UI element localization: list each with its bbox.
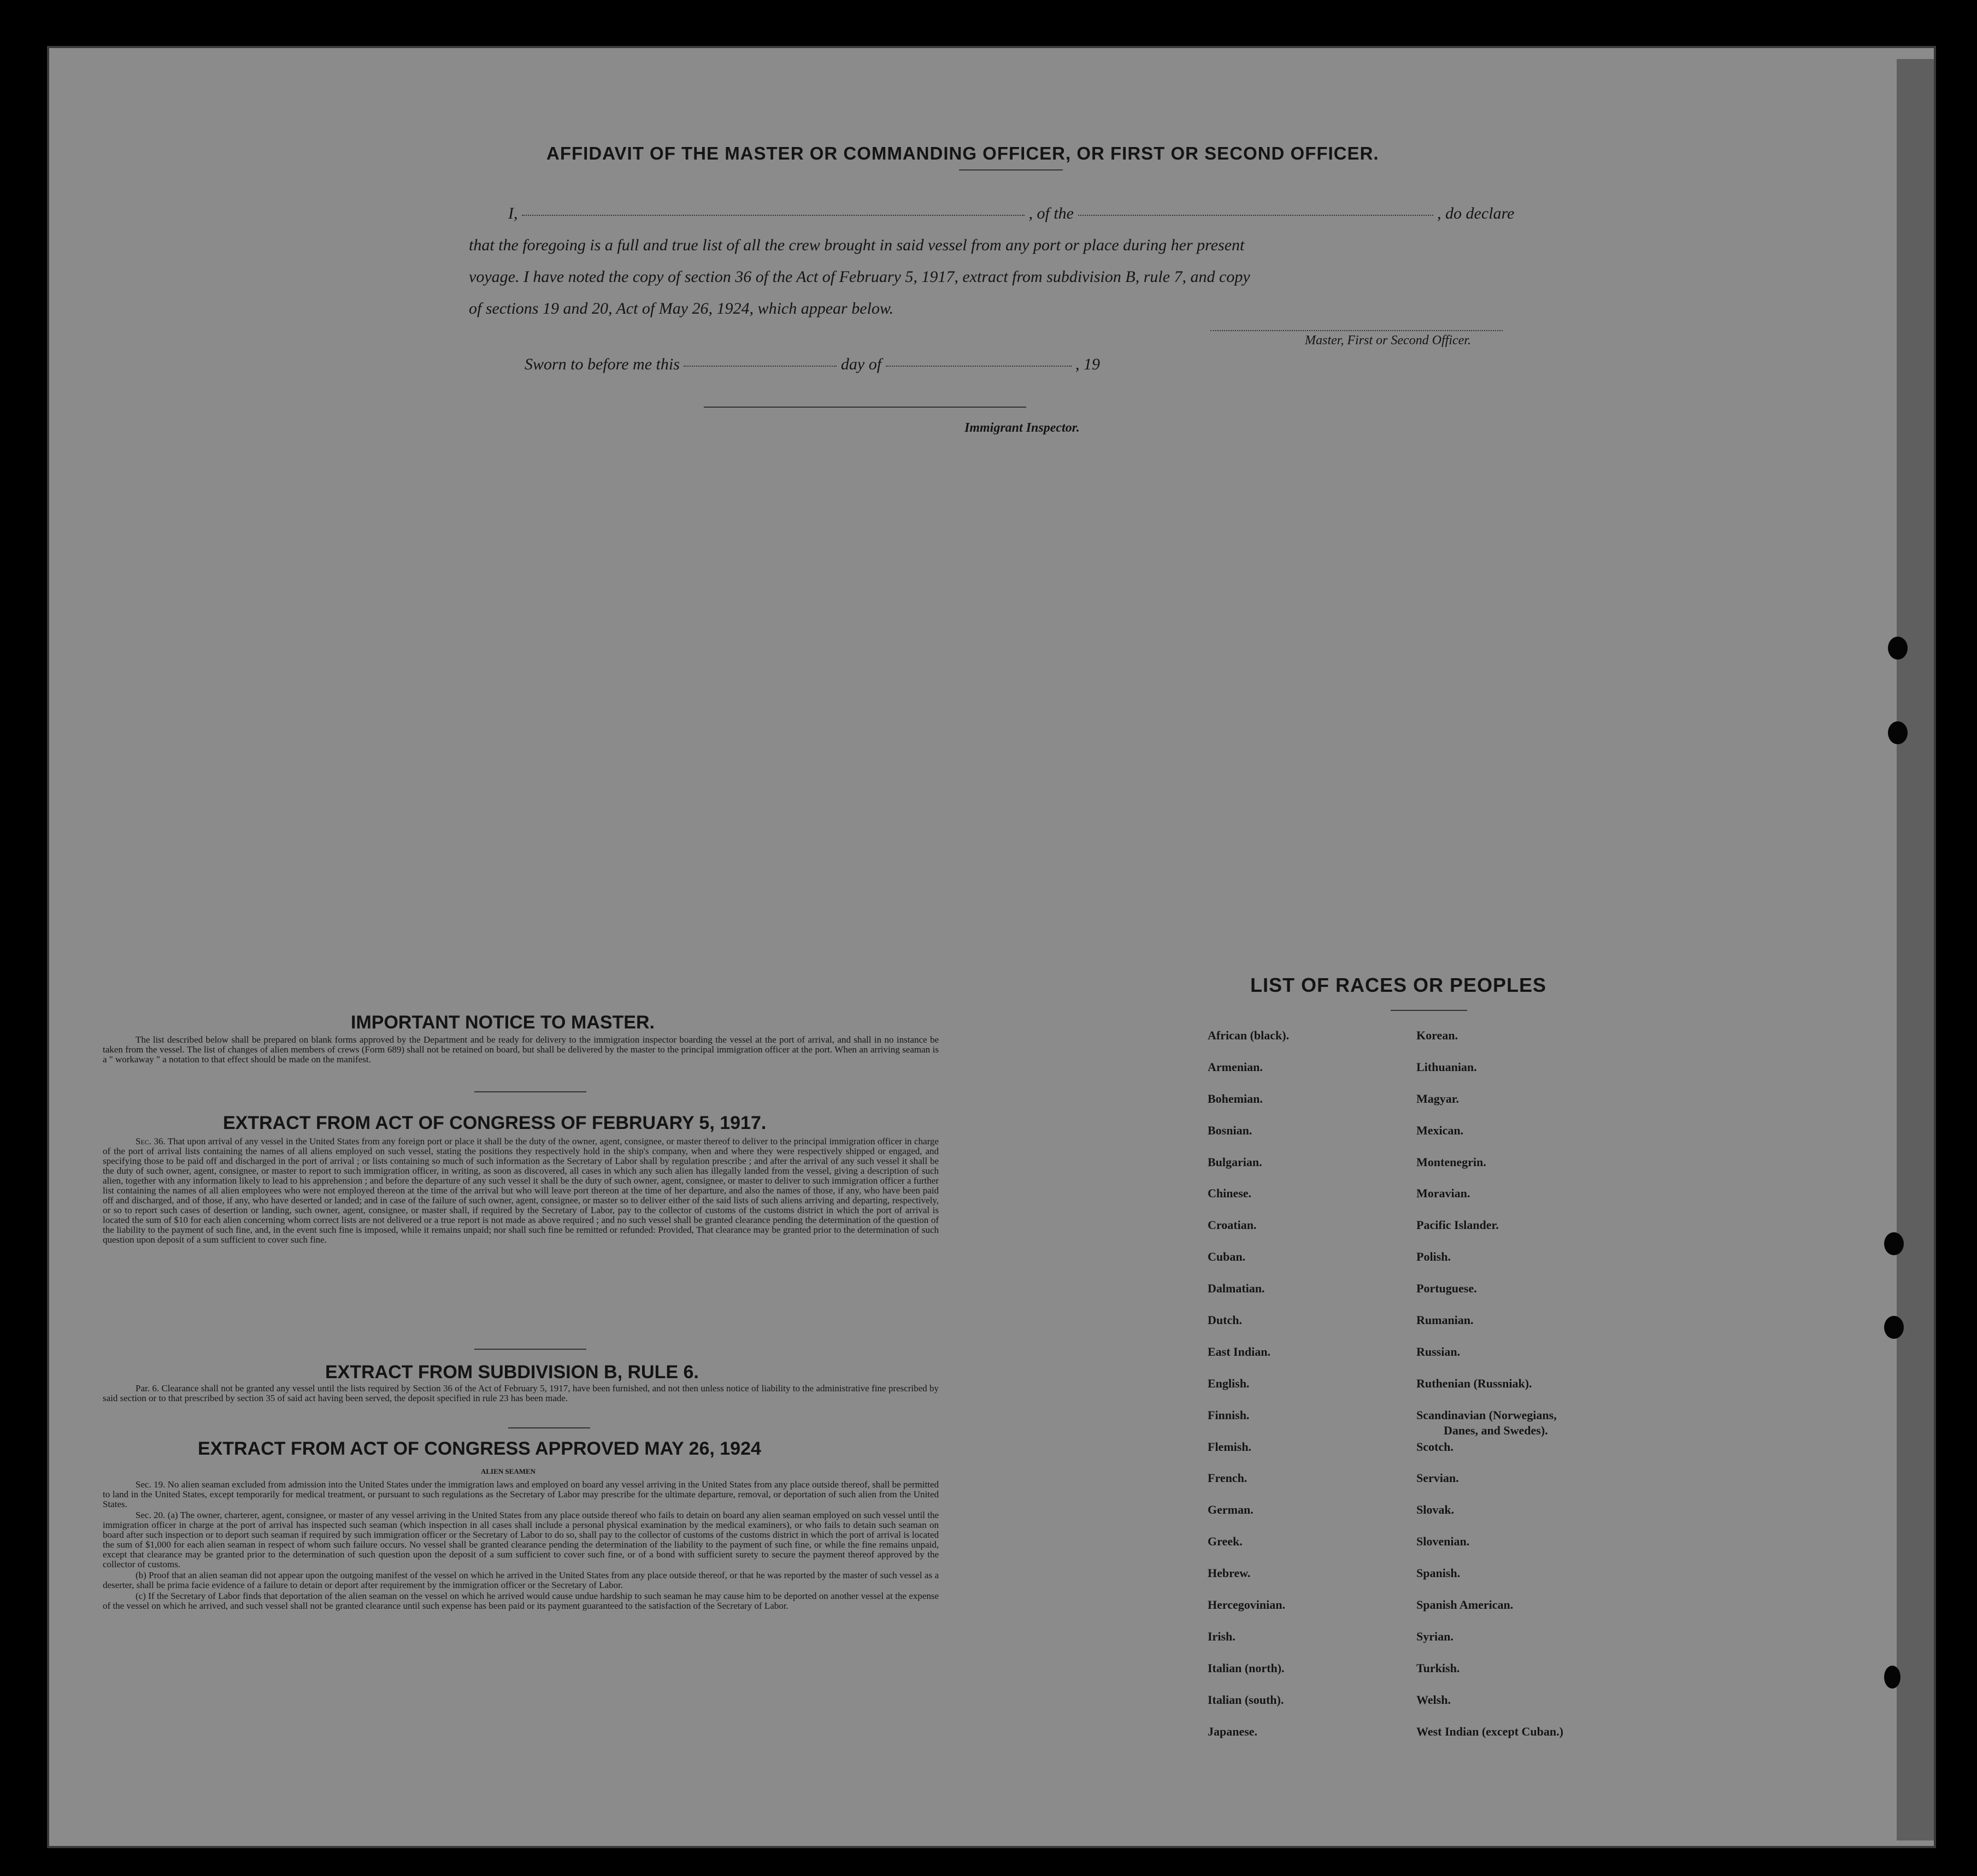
divider — [474, 1349, 586, 1350]
section-36-paragraph — [103, 1137, 939, 1245]
section-label: Sec. 36. — [136, 1136, 166, 1146]
notice-paragraph: The list described below shall be prepared on blank forms approved by the Department and be ready for delivery to the immigration inspector boarding the vessel at the port of arrival, and shall in no instance be taken from the vessel. The list of changes of alien members of crews (Form 689) shall not be retained on board, but shall be delivered by the master to the principal immigration officer at the port. When an arriving seaman is a " workaway " a notation to that effect should be made on the manifest. — [103, 1034, 939, 1065]
affidavit-do-declare: , do declare — [1437, 204, 1515, 222]
race-item: Flemish. — [1208, 1439, 1252, 1454]
race-item: Polish. — [1416, 1250, 1451, 1264]
race-item: Spanish American. — [1416, 1598, 1514, 1612]
affidavit-line-3: voyage. I have noted the copy of section 36 of the Act of February 5, 1917, extract from subdivision B, rule 7, and copy — [469, 268, 1250, 286]
races-list-right — [1416, 1027, 1563, 1755]
day-of-text: day of — [840, 355, 882, 373]
inspector-signature-line[interactable] — [704, 407, 1026, 408]
race-item: Irish. — [1208, 1629, 1235, 1643]
affidavit-heading: AFFIDAVIT OF THE MASTER OR COMMANDING OFFICER, OR FIRST OR SECOND OFFICER. — [546, 143, 1379, 163]
notice-text — [103, 1035, 939, 1066]
section-20b-paragraph: (b) Proof that an alien seaman did not appear upon the outgoing manifest of the vessel on which he arrived in the United States from any place outside thereof, or that he was reported by the master of such vessel as a deserter, shall be prima facie evidence of a failure to detain or deport after requirement by the immigration officer or the Secretary of Labor. — [103, 1570, 939, 1590]
race-item: Korean. — [1416, 1028, 1458, 1042]
affidavit-of-the: , of the — [1028, 204, 1074, 222]
divider — [959, 169, 1063, 170]
race-item: Hebrew. — [1208, 1566, 1251, 1580]
race-item: Russian. — [1416, 1344, 1461, 1359]
race-item: Cuban. — [1208, 1250, 1246, 1264]
section-19-paragraph: Sec. 19. No alien seaman excluded from admission into the United States under the immigration laws and employed on board any vessel arriving in the United States from any place outside thereof, shall be permitted to land in the United States, except temporarily for medical treatment, or pursuant to such regulations as the Secretary of Labor may prescribe for the ultimate departure, removal, or deportation of such alien from the United States. — [103, 1479, 939, 1509]
race-item: Bohemian. — [1208, 1091, 1263, 1105]
race-item: African (black). — [1208, 1028, 1290, 1042]
extract-1917-title: EXTRACT FROM ACT OF CONGRESS OF FEBRUARY 5, 1917. — [223, 1113, 767, 1133]
scandinavian-continuation: Danes, and Swedes). — [1444, 1424, 1548, 1437]
name-field[interactable] — [522, 214, 1025, 216]
race-item: West Indian (except Cuban.) — [1416, 1724, 1563, 1738]
punch-hole — [1884, 1232, 1904, 1255]
punch-hole — [1884, 1666, 1900, 1689]
rule-6-paragraph: Par. 6. Clearance shall not be granted any vessel until the lists required by Section 36 of the Act of February 5, 1917, have been furnished, and not then unless notice of liability to the administrative fine prescribed by said section or to that prescribed by section 35 of said act having been served, the deposit specified in rule 23 has been made. — [103, 1383, 939, 1403]
race-item: English. — [1208, 1376, 1250, 1390]
races-list-left — [1208, 1027, 1289, 1755]
month-field[interactable] — [886, 365, 1072, 367]
race-item: Magyar. — [1416, 1091, 1460, 1105]
race-item: Armenian. — [1208, 1060, 1263, 1074]
extract-1924-text — [103, 1480, 939, 1612]
sworn-text: Sworn to before me this — [525, 355, 680, 373]
race-item: Pacific Islander. — [1416, 1218, 1499, 1232]
race-item: Ruthenian (Russniak). — [1416, 1376, 1532, 1390]
race-item: Mexican. — [1416, 1123, 1464, 1137]
inspector-signature-label: Immigrant Inspector. — [964, 421, 1080, 435]
section-36-text: That upon arrival of any vessel in the United States from any foreign port or place it shall be the duty of the owner, agent, consignee, or master thereof to deliver to the principal immigration officer in charge of the port of arrival lists containing the names of all aliens employed on such vessel, stating the positions they respectively hold in the ship's company, when and where they were respectively shipped or engaged, and specifying those to be paid off and discharged in the port of arrival ; or lists containing so much of such information as the Secretary of Labor shall by regulation prescribe ; and after the arrival of any such vessel it shall be the duty of such owner, agent, consignee, or master to report to such immigration officer, in writing, as soon as discovered, all cases in which any such alien has illegally landed from the vessel, giving a description of such alien, together with any information likely to lead to his apprehension ; and before the departure of any such vessel it shall be the duty of such owner, agent, consignee, or master to deliver to such immigration officer a further list containing the names of all alien employees who were not employed thereon at the time of the arrival but who will leave port thereon at the time of her departure, and also the names of those, if any, who have been paid off and discharged, and of those, if any, who have deserted or landed; and in case of the failure of such owner, agent, consignee, or master so to deliver either of the said lists of such aliens arriving and departing, respectively, or so to report such cases of desertion or landing, such owner, agent, consignee, or master shall, if required by the Secretary of Labor, pay to the collector of customs of the customs district in which the port of arrival is located the sum of $10 for each alien concerning whom correct lists are not delivered or a true report is not made as above required ; and no such vessel shall be granted clearance pending the determination of the question of the liability to the payment of such fine, and, in the event such fine is imposed, while it remains unpaid; nor shall such fine be remitted or refunded: Provided, That clearance may be granted prior to the determination of such question upon deposit of a sum sufficient to cover such fine. — [103, 1136, 939, 1245]
race-item: Slovenian. — [1416, 1534, 1470, 1549]
race-item: Bosnian. — [1208, 1123, 1252, 1137]
day-field[interactable] — [684, 365, 837, 367]
race-item: Japanese. — [1208, 1724, 1258, 1738]
master-signature-label: Master, First or Second Officer. — [1305, 333, 1471, 348]
year-text: , 19 — [1075, 355, 1101, 373]
race-item: Rumanian. — [1416, 1313, 1474, 1327]
race-item: Scandinavian (Norwegians, — [1416, 1408, 1557, 1422]
vessel-field[interactable] — [1078, 214, 1433, 216]
affidavit-line-4: of sections 19 and 20, Act of May 26, 1924, which appear below. — [469, 299, 894, 317]
race-item: Servian. — [1416, 1471, 1459, 1485]
race-item: Portuguese. — [1416, 1281, 1477, 1296]
master-signature-line[interactable] — [1210, 330, 1503, 331]
page-edge-shadow — [1897, 59, 1936, 1840]
race-item: Hercegovinian. — [1208, 1598, 1285, 1612]
affidavit-line-2: that the foregoing is a full and true list of all the crew brought in said vessel from any port or place during her present — [469, 236, 1245, 254]
race-item: Croatian. — [1208, 1218, 1257, 1232]
race-item: Bulgarian. — [1208, 1155, 1262, 1169]
race-item: Turkish. — [1416, 1661, 1460, 1675]
divider — [508, 1427, 590, 1428]
race-item: Syrian. — [1416, 1629, 1454, 1643]
extract-1924-title: EXTRACT FROM ACT OF CONGRESS APPROVED MAY 26, 1924 — [198, 1438, 761, 1459]
affidavit-line-1 — [469, 198, 1556, 230]
extract-1917-text — [103, 1137, 939, 1246]
race-item: French. — [1208, 1471, 1248, 1485]
race-item: Moravian. — [1416, 1186, 1470, 1201]
punch-hole — [1884, 1316, 1904, 1339]
race-item: Scotch. — [1416, 1439, 1454, 1454]
divider — [1391, 1010, 1467, 1011]
divider — [474, 1091, 586, 1092]
race-item: Italian (south). — [1208, 1692, 1284, 1707]
race-item: Welsh. — [1416, 1692, 1451, 1707]
race-item: Spanish. — [1416, 1566, 1461, 1580]
affidavit-text — [469, 198, 1556, 325]
race-item: Montenegrin. — [1416, 1155, 1486, 1169]
race-item: Dutch. — [1208, 1313, 1242, 1327]
rule-6-title: EXTRACT FROM SUBDIVISION B, RULE 6. — [325, 1362, 699, 1383]
race-item: Slovak. — [1416, 1503, 1455, 1517]
section-20c-paragraph: (c) If the Secretary of Labor finds that deportation of the alien seaman on the vessel on which he arrived would cause undue hardship to such seaman he may cause him to be deported on another vessel at the expense of the vessel on which he arrived, and such vessel shall not be granted clearance until such expense has been paid or its payment guaranteed to the satisfaction of the Secretary of Labor. — [103, 1591, 939, 1611]
section-20a-paragraph: Sec. 20. (a) The owner, charterer, agent, consignee, or master of any vessel arriving in the United States from any place outside thereof who fails to detain on board any alien seaman employed on such vessel until the immigration officer in charge at the port of arrival has inspected such seaman (which inspection in all cases shall include a personal physical examination by the medical examiners), or who fails to detain such seaman on board after such inspection or to deport such seaman if required by such immigration officer or the Secretary of Labor to do so, shall pay to the collector of customs of the customs district in which the port of arrival is located the sum of $1,000 for each alien seaman in respect of whom such failure occurs. No vessel shall be granted clearance pending the determination of the liability to the payment of such fine, or while the fine remains unpaid, except that clearance may be granted prior to the determination of such question upon the deposit of a sum sufficient to cover such fine, or of a bond with sufficient surety to secure the payment thereof approved by the collector of customs. — [103, 1510, 939, 1569]
sworn-line — [525, 349, 1235, 380]
race-item: Finnish. — [1208, 1408, 1250, 1422]
race-item: Greek. — [1208, 1534, 1243, 1549]
rule-6-text — [103, 1384, 939, 1404]
race-item: Chinese. — [1208, 1186, 1252, 1201]
punch-hole — [1888, 721, 1908, 744]
races-title: LIST OF RACES OR PEOPLES — [1250, 974, 1547, 996]
race-item: Lithuanian. — [1416, 1060, 1477, 1074]
race-item: Italian (north). — [1208, 1661, 1285, 1675]
race-item: East Indian. — [1208, 1344, 1270, 1359]
race-item: Dalmatian. — [1208, 1281, 1265, 1296]
notice-title: IMPORTANT NOTICE TO MASTER. — [351, 1012, 655, 1033]
affidavit-i: I, — [508, 204, 518, 222]
punch-hole — [1888, 637, 1908, 660]
alien-seamen-subtitle: ALIEN SEAMEN — [481, 1467, 536, 1475]
race-item: German. — [1208, 1503, 1254, 1517]
